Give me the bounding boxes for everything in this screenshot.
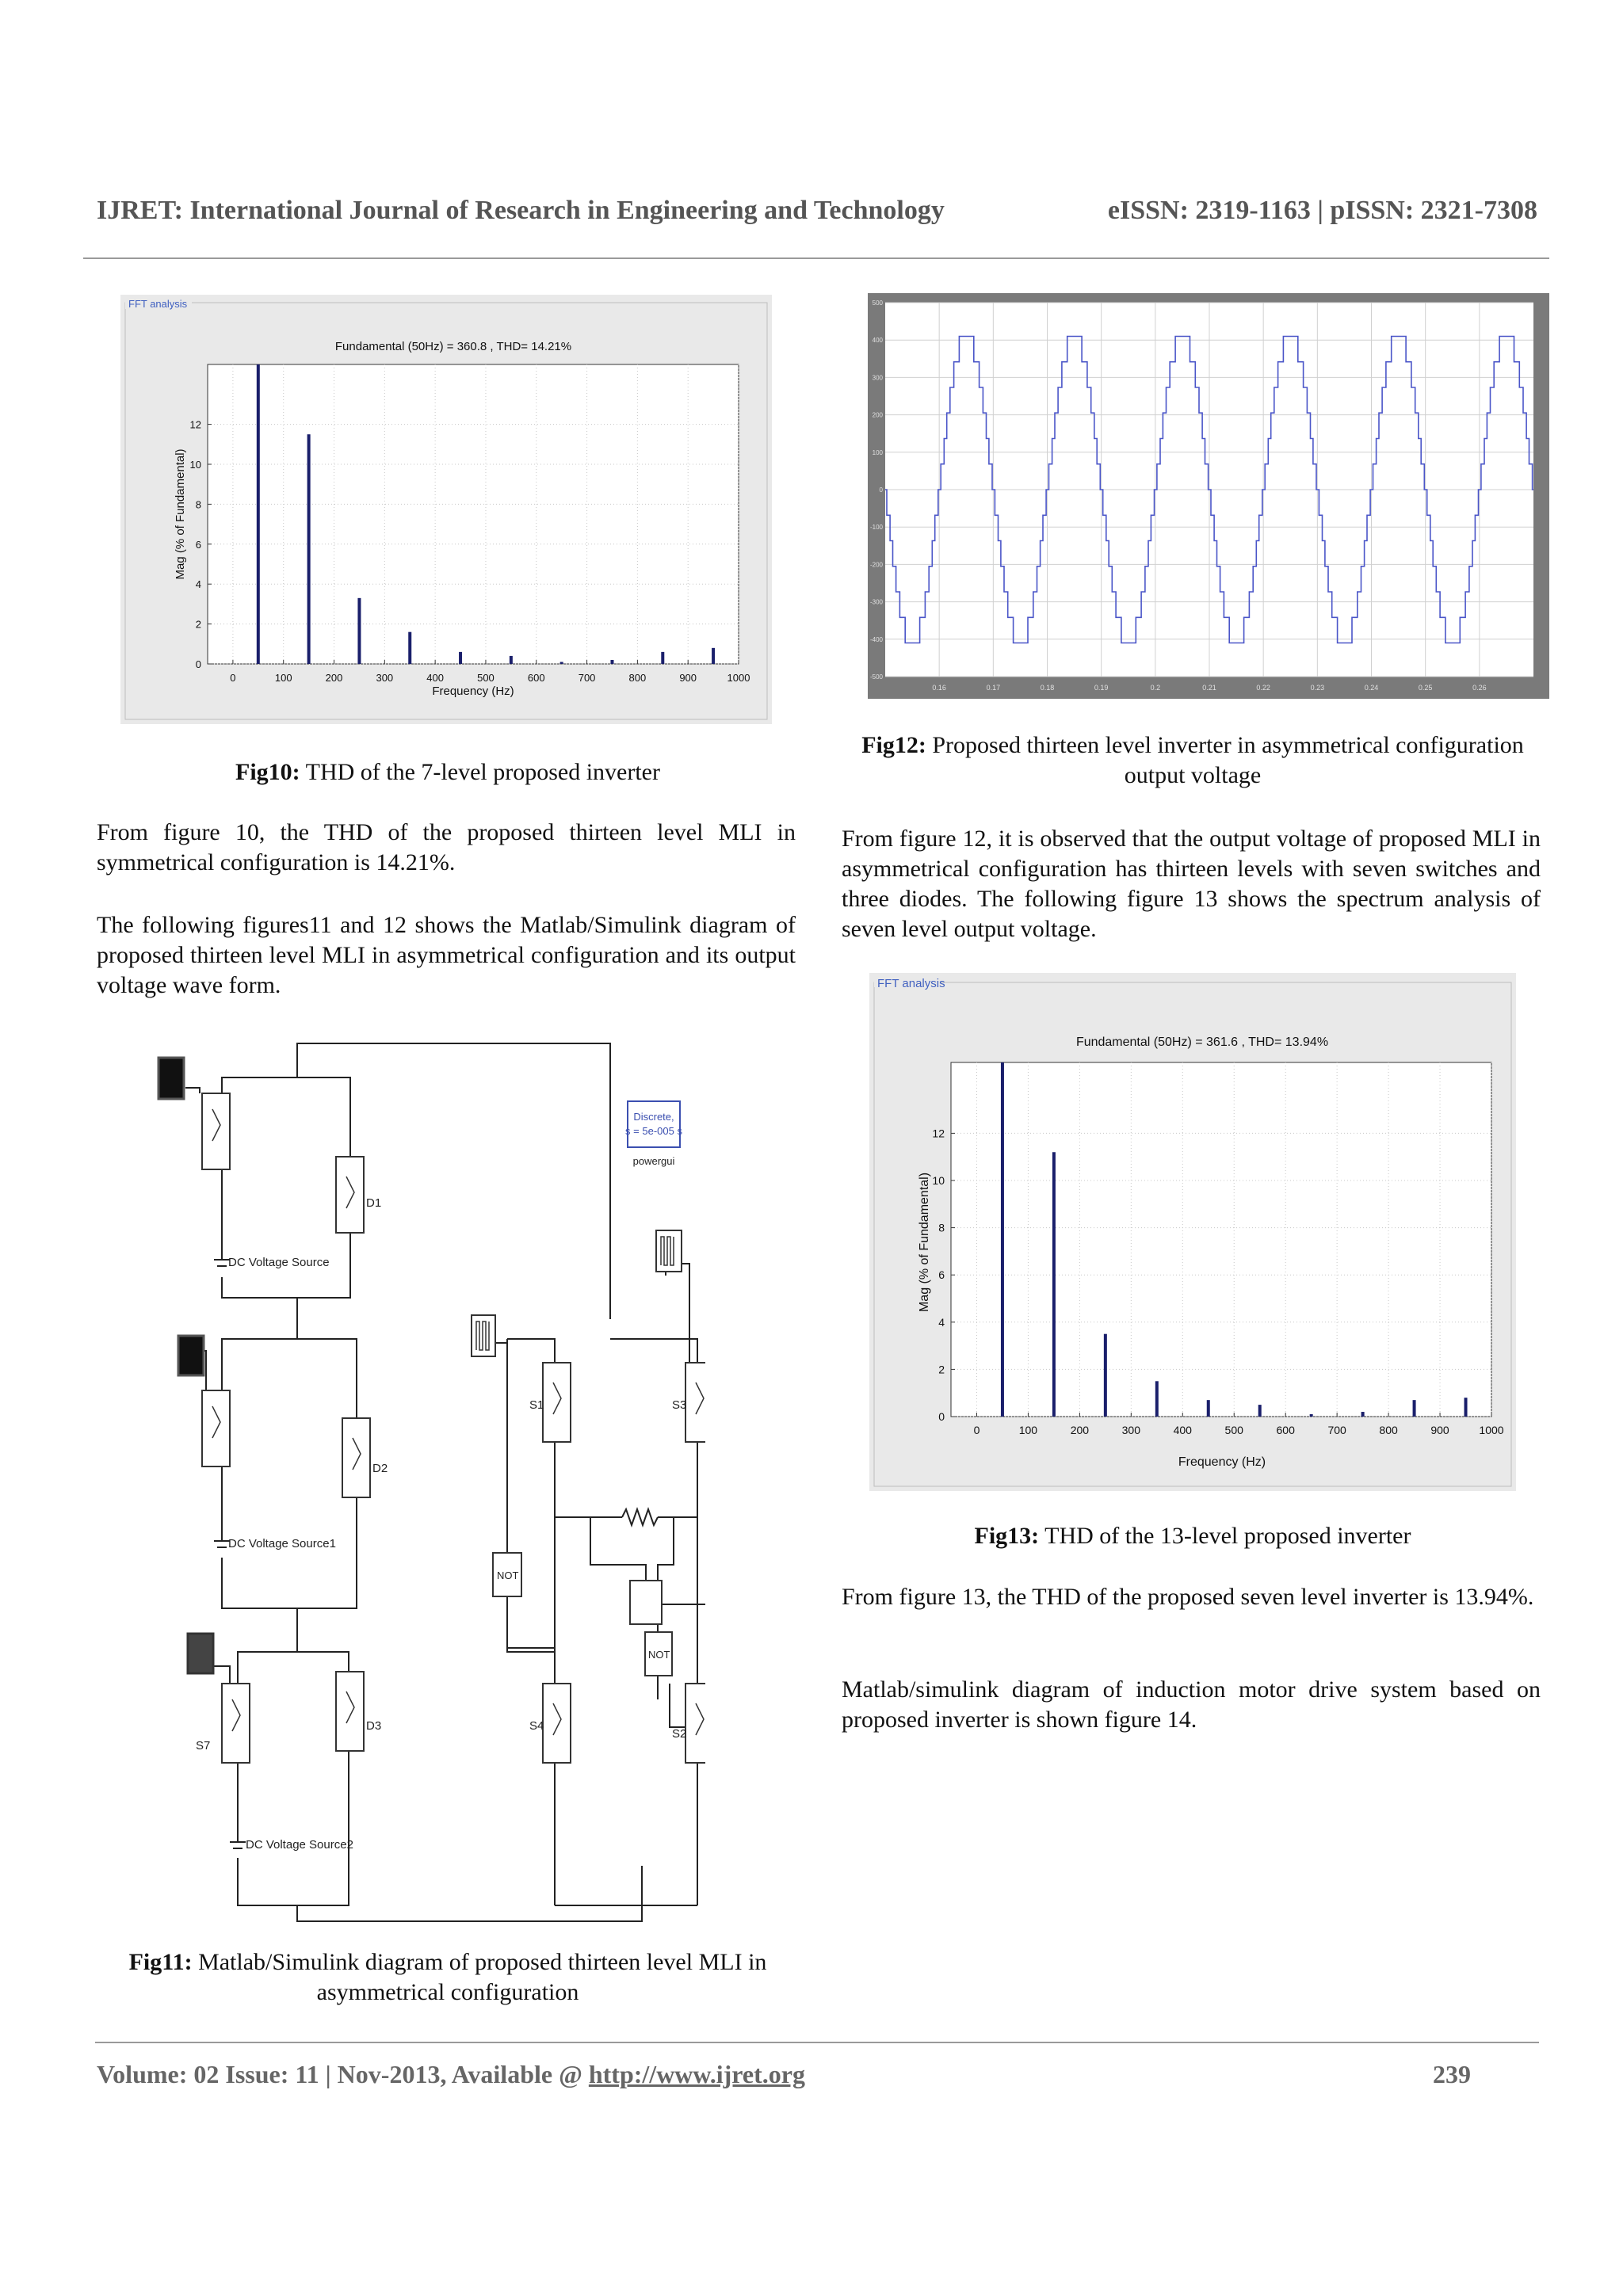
fig10-xtick-label-6: 600 bbox=[527, 672, 545, 684]
fig12-ytick-label-9: 400 bbox=[872, 337, 883, 345]
fig10-ytick-label-0: 0 bbox=[195, 658, 201, 670]
footer-volume bbox=[97, 2060, 805, 2089]
fig13-ytick-label-3: 6 bbox=[938, 1268, 945, 1282]
fig13-xtick-label-4: 400 bbox=[1173, 1424, 1192, 1436]
dc-source-1-label: DC Voltage Source bbox=[228, 1256, 330, 1269]
fig10-ytick-label-3: 6 bbox=[195, 538, 201, 551]
diode-block-d1 bbox=[336, 1157, 364, 1233]
fig13-xtick-label-0: 0 bbox=[973, 1424, 980, 1436]
fig12-ytick-label-0: -500 bbox=[869, 673, 883, 681]
fig10-bar-2 bbox=[357, 598, 361, 664]
d3-label: D3 bbox=[366, 1719, 382, 1733]
fig10-bar-0 bbox=[257, 364, 260, 664]
fig13-xtick-label-6: 600 bbox=[1276, 1424, 1295, 1436]
fig13-panel-title: FFT analysis bbox=[877, 977, 945, 990]
diode-block-d2 bbox=[342, 1418, 370, 1497]
fig13-ylabel: Mag (% of Fundamental) bbox=[918, 1172, 931, 1313]
pulse-generator-1-icon bbox=[158, 1058, 184, 1099]
fig11-caption-label: Fig11: bbox=[128, 1949, 193, 1975]
fig11-simulink-diagram bbox=[151, 1034, 705, 1937]
fig10-xtick-label-7: 700 bbox=[578, 672, 596, 684]
fig13-ytick-label-4: 8 bbox=[938, 1221, 945, 1234]
fig12-ytick-label-4: -100 bbox=[869, 524, 883, 532]
switch-block-1 bbox=[202, 1093, 230, 1169]
fig13-bar-9 bbox=[1465, 1398, 1468, 1417]
fig13-xtick-label-5: 500 bbox=[1224, 1424, 1243, 1436]
paragraph-3: From figure 12, it is observed that the output voltage of proposed MLI in asymmetrical configuration has thirteen levels with seven switches and three diodes. The following figure 13 shows the spectrum analysis of seven level output voltage. bbox=[842, 826, 1541, 942]
fig12-xtick-label-10: 0.26 bbox=[1472, 684, 1487, 692]
fig12-ytick-label-6: 100 bbox=[872, 448, 883, 456]
s4-label: S4 bbox=[529, 1719, 544, 1733]
fig11-caption bbox=[95, 1947, 800, 2008]
fig13-ytick-label-0: 0 bbox=[938, 1410, 945, 1423]
fig13-caption-label: Fig13: bbox=[974, 1523, 1040, 1549]
fig10-bar-7 bbox=[610, 660, 613, 664]
s3-label: S3 bbox=[672, 1398, 687, 1412]
fig13-chart-title: Fundamental (50Hz) = 361.6 , THD= 13.94% bbox=[1075, 1035, 1329, 1049]
fig13-bar-4 bbox=[1207, 1400, 1210, 1417]
dc-source-3-label: DC Voltage Source2 bbox=[246, 1838, 353, 1852]
issn-info: eISSN: 2319-1163 | pISSN: 2321-7308 bbox=[1107, 196, 1537, 225]
fig13-ytick-label-2: 4 bbox=[938, 1315, 945, 1329]
powergui-line-2: s = 5e-005 s bbox=[625, 1125, 682, 1137]
switch-block-s1 bbox=[543, 1363, 571, 1442]
fig12-ytick-label-10: 500 bbox=[872, 299, 883, 307]
page-number: 239 bbox=[1433, 2060, 1471, 2088]
paragraph-5: Matlab/simulink diagram of induction motor drive system based on proposed inverter is shown figure 14. bbox=[842, 1676, 1541, 1733]
fig12-panel bbox=[868, 293, 1549, 699]
dc-source-2-label: DC Voltage Source1 bbox=[228, 1537, 336, 1550]
fig10-chart-title: Fundamental (50Hz) = 360.8 , THD= 14.21% bbox=[334, 340, 572, 353]
fig13-xtick-label-2: 200 bbox=[1070, 1424, 1090, 1436]
fig10-bar-6 bbox=[560, 662, 563, 664]
fig10-ytick-label-1: 2 bbox=[195, 618, 201, 631]
not-gate-1-label: NOT bbox=[497, 1569, 519, 1581]
fig10-ylabel: Mag (% of Fundamental) bbox=[174, 448, 187, 580]
fig10-xtick-label-2: 200 bbox=[325, 672, 343, 684]
not-gate-2-label: NOT bbox=[648, 1649, 670, 1661]
paragraph-2: The following figures11 and 12 shows the Matlab/Simulink diagram of proposed thirteen level MLI in asymmetrical configuration and its output voltage wave form. bbox=[97, 912, 796, 998]
fig13-bar-8 bbox=[1413, 1400, 1416, 1417]
fig12-xtick-label-4: 0.2 bbox=[1150, 684, 1161, 692]
fig12-xtick-label-6: 0.22 bbox=[1256, 684, 1270, 692]
fig12-ytick-label-3: -200 bbox=[869, 561, 883, 569]
fig13-chart bbox=[869, 973, 1516, 1491]
powergui-line-1: Discrete, bbox=[633, 1111, 674, 1123]
diode-block-d3 bbox=[336, 1672, 364, 1751]
fig12-caption-text: Proposed thirteen level inverter in asymmetrical configuration output voltage bbox=[926, 732, 1524, 788]
fig10-panel-title: FFT analysis bbox=[128, 298, 188, 310]
fig10-xtick-label-5: 500 bbox=[477, 672, 495, 684]
fig12-ytick-label-2: -300 bbox=[869, 598, 883, 606]
fig10-bar-1 bbox=[307, 434, 311, 664]
fig12-xtick-label-1: 0.17 bbox=[986, 684, 1001, 692]
fig10-ytick-label-6: 12 bbox=[189, 418, 201, 431]
powergui-block[interactable] bbox=[628, 1101, 680, 1147]
fig12-caption-label: Fig12: bbox=[861, 732, 926, 758]
fig10-ytick-label-4: 8 bbox=[195, 498, 201, 511]
fig13-xtick-label-7: 700 bbox=[1327, 1424, 1346, 1436]
footer-url-link[interactable]: http://www.ijret.org bbox=[588, 2060, 805, 2088]
fig13-xtick-label-8: 800 bbox=[1379, 1424, 1398, 1436]
fig13-ytick-label-5: 10 bbox=[932, 1174, 945, 1187]
fig12-ytick-label-5: 0 bbox=[879, 486, 883, 494]
fig12-ytick-label-1: -400 bbox=[869, 635, 883, 643]
fig10-bar-5 bbox=[510, 656, 513, 664]
fig10-xtick-label-0: 0 bbox=[230, 672, 236, 684]
s1-label: S1 bbox=[529, 1398, 544, 1412]
fig13-bar-7 bbox=[1361, 1412, 1365, 1417]
s2-label: S2 bbox=[672, 1727, 687, 1741]
fig13-xlabel: Frequency (Hz) bbox=[1178, 1455, 1266, 1469]
fig13-xtick-label-3: 300 bbox=[1121, 1424, 1141, 1436]
fig13-panel bbox=[869, 973, 1516, 1491]
fig10-xtick-label-1: 100 bbox=[274, 672, 292, 684]
fig10-chart bbox=[120, 295, 772, 724]
fig12-ytick-label-8: 300 bbox=[872, 374, 883, 382]
fig10-bar-4 bbox=[459, 652, 462, 664]
s7-label: S7 bbox=[196, 1739, 211, 1753]
fig10-ytick-label-5: 10 bbox=[189, 459, 201, 471]
fig11-caption-text: Matlab/Simulink diagram of proposed thirteen level MLI in asymmetrical configuration bbox=[192, 1949, 767, 2005]
paragraph-4: From figure 13, the THD of the proposed seven level inverter is 13.94%. bbox=[842, 1584, 1534, 1610]
fig12-ytick-label-7: 200 bbox=[872, 411, 883, 419]
fig13-ytick-label-1: 2 bbox=[938, 1363, 945, 1376]
pulse-generator-3-icon bbox=[188, 1634, 213, 1673]
fig10-bar-3 bbox=[408, 632, 411, 664]
pulse-generator-2-icon bbox=[178, 1336, 204, 1375]
d1-label: D1 bbox=[366, 1196, 382, 1210]
fig10-xtick-label-10: 1000 bbox=[727, 672, 750, 684]
fig12-caption bbox=[844, 730, 1541, 791]
fig13-bar-3 bbox=[1155, 1381, 1159, 1417]
fig10-caption-text: THD of the 7-level proposed inverter bbox=[300, 759, 660, 785]
fig13-bar-2 bbox=[1104, 1334, 1107, 1417]
load-resistor-icon bbox=[622, 1509, 658, 1525]
voltage-measurement-block bbox=[630, 1581, 662, 1624]
fig10-xlabel: Frequency (Hz) bbox=[432, 685, 514, 698]
paragraph-1: From figure 10, the THD of the proposed thirteen level MLI in symmetrical configuration is 14.21%. bbox=[97, 819, 796, 875]
fig12-xtick-label-8: 0.24 bbox=[1364, 684, 1379, 692]
fig13-bar-6 bbox=[1310, 1414, 1313, 1417]
d2-label: D2 bbox=[372, 1462, 388, 1475]
fig13-bar-1 bbox=[1052, 1152, 1056, 1417]
fig10-xtick-label-3: 300 bbox=[376, 672, 394, 684]
header-rule bbox=[83, 257, 1549, 259]
fig13-caption bbox=[844, 1521, 1541, 1551]
fig13-caption-text: THD of the 13-level proposed inverter bbox=[1039, 1523, 1411, 1549]
fig12-xtick-label-7: 0.23 bbox=[1310, 684, 1325, 692]
fig10-caption-label: Fig10: bbox=[235, 759, 300, 785]
footer-rule bbox=[95, 2042, 1539, 2043]
footer-volume-text: Volume: 02 Issue: 11 | Nov-2013, Available @ bbox=[97, 2060, 589, 2088]
switch-block-s4 bbox=[543, 1684, 571, 1763]
fig12-xtick-label-5: 0.21 bbox=[1202, 684, 1216, 692]
fig12-chart bbox=[868, 293, 1549, 699]
fig13-ytick-label-6: 12 bbox=[932, 1127, 945, 1140]
fig13-bar-5 bbox=[1258, 1405, 1262, 1417]
journal-title: IJRET: International Journal of Research in Engineering and Technology bbox=[97, 196, 945, 225]
fig13-xtick-label-10: 1000 bbox=[1479, 1424, 1504, 1436]
fig10-bar-8 bbox=[661, 652, 664, 664]
fig12-xtick-label-0: 0.16 bbox=[932, 684, 946, 692]
fig10-xtick-label-4: 400 bbox=[426, 672, 444, 684]
fig10-panel bbox=[120, 295, 772, 724]
fig13-xtick-label-9: 900 bbox=[1430, 1424, 1449, 1436]
fig13-xtick-label-1: 100 bbox=[1018, 1424, 1038, 1436]
fig12-xtick-label-9: 0.25 bbox=[1418, 684, 1433, 692]
fig10-bar-9 bbox=[712, 648, 715, 664]
fig10-xtick-label-9: 900 bbox=[679, 672, 697, 684]
powergui-label: powergui bbox=[632, 1155, 675, 1167]
fig10-caption bbox=[95, 757, 800, 788]
fig10-ytick-label-2: 4 bbox=[195, 578, 201, 591]
fig10-xtick-label-8: 800 bbox=[628, 672, 647, 684]
fig12-xtick-label-3: 0.19 bbox=[1094, 684, 1109, 692]
fig13-bar-0 bbox=[1001, 1062, 1004, 1417]
fig12-xtick-label-2: 0.18 bbox=[1040, 684, 1055, 692]
switch-block-2 bbox=[202, 1390, 230, 1466]
